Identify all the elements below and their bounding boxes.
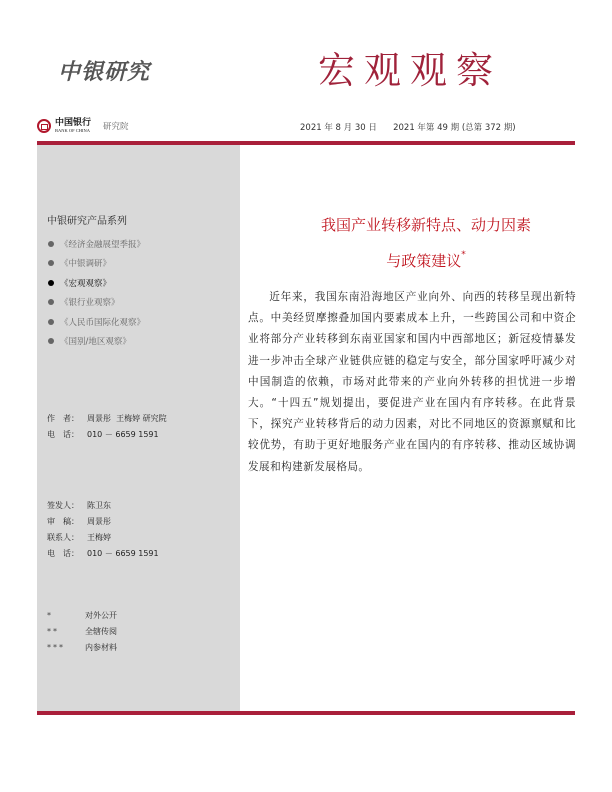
phone-label: 电 话： [47,430,79,439]
contact-label: 联系人： [47,533,79,542]
issue-date: 2021 年 8 月 30 日 [300,123,377,133]
reviewer-value: 周景彤 [87,517,111,526]
phone-label: 电 话： [47,549,79,558]
classification-label: 内参材料 [85,643,117,652]
signoff-block [47,498,159,562]
series-item: 《国别/地区观察》 [48,332,145,352]
series-item: 《经济金融展望季报》 [48,234,145,254]
classification-stars: * [47,611,53,620]
series-item: 《中银调研》 [48,254,145,274]
contact-value: 王梅婷 [87,533,111,542]
series-item: 《人民币国际化观察》 [48,312,145,332]
bullet-icon [48,299,54,305]
brand-script-logo: 中银研究 [58,59,151,85]
dateline [300,121,516,133]
bullet-icon [48,338,54,344]
publication-title: 宏观观察 [318,49,502,92]
series-item: 《银行业观察》 [48,293,145,313]
classification-stars: ** [47,627,59,636]
phone-value: 010 － 6659 1591 [87,549,159,558]
series-list [48,234,145,351]
signer-label: 签发人： [47,501,79,510]
institute-label: 研究院 [103,122,129,133]
header-rule [37,141,575,145]
article-title-line2: 与政策建议* [386,250,466,270]
classification-legend [47,608,117,656]
reviewer-label: 审 稿： [47,517,79,526]
signer-value: 陈卫东 [87,501,111,510]
bullet-icon [48,241,54,247]
bank-of-china-logo [37,119,129,134]
article-title-line1: 我国产业转移新特点、动力因素 [320,216,531,234]
bank-of-china-emblem-icon [37,119,51,133]
bank-name-cn: 中国银行 [55,118,92,128]
bank-name-en: BANK OF CHINA [55,128,91,133]
footer-rule [37,711,575,715]
issue-number: 2021 年第 49 期 (总第 372 期) [393,123,516,133]
classification-label: 全辖传阅 [85,627,117,636]
series-title: 中银研究产品系列 [47,216,127,227]
bullet-icon [48,280,54,286]
classification-label: 对外公开 [85,611,117,620]
author-label: 作 者： [47,414,79,423]
phone-value: 010 － 6659 1591 [87,430,159,439]
article-abstract: 近年来，我国东南沿海地区产业向外、向西的转移呈现出新特点。中美经贸摩擦叠加国内要素成本上升，一些跨国公司和中资企业将部分产业转移到东南亚国家和国内中西部地区；新冠疫情暴发进一步冲击全球产业链供应链的稳定与安全，部分国家呼吁减少对中国制造的依赖，市场对此带来的产业向外转移的担忧进一步增大。“十四五”规划提出，要促进产业在国内有序转移。在此背景下，探究产业转移背后的动力因素，对比不同地区的资源禀赋和比较优势，有助于更好地服务产业在国内的有序转移、推动区域协调发展和构建新发展格局。 [248,291,576,473]
bullet-icon [48,319,54,325]
classification-stars: *** [47,643,65,652]
author-block [47,411,167,443]
series-item-active: 《宏观观察》 [48,273,145,293]
bullet-icon [48,260,54,266]
footnote-mark: * [461,250,466,260]
author-value: 周景彤 王梅婷 研究院 [87,414,167,423]
